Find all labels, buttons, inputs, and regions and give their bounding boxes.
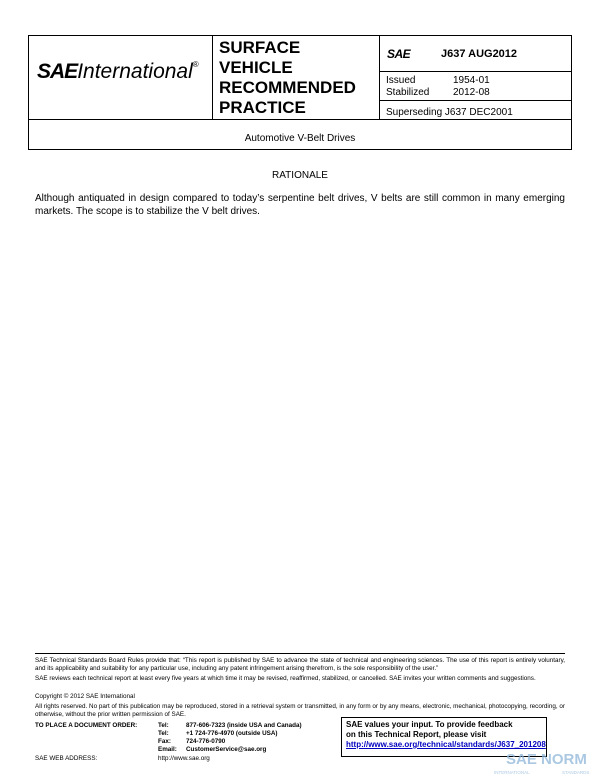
feedback-text: on this Technical Report, please visit <box>346 730 487 739</box>
footer-rights: All rights reserved. No part of this publication may be reproduced, stored in a retrieval system or transmitted, in any form or by any means, electronic, mechanical, photocopying, recording, or otherwise, without the prior written permission of SAE. <box>35 703 565 718</box>
footer-copyright: Copyright © 2012 SAE International <box>35 693 135 700</box>
sae-norm-watermark <box>492 744 600 776</box>
sae-international-logo <box>37 60 212 82</box>
sae-small-logo: SAE <box>387 47 411 61</box>
watermark-main-text: SAE NORM <box>506 751 587 768</box>
contact-value: +1 724-776-4970 (outside USA) <box>186 730 278 737</box>
doc-type-line: RECOMMENDED <box>219 78 356 97</box>
order-label: TO PLACE A DOCUMENT ORDER: <box>35 722 138 729</box>
rationale-heading: RATIONALE <box>272 170 328 181</box>
document-title: Automotive V-Belt Drives <box>244 133 356 144</box>
web-address-label: SAE WEB ADDRESS: <box>35 755 98 762</box>
logo-sae-text: SAE <box>37 60 78 83</box>
footer-review-note: SAE reviews each technical report at least every five years at which time it may be revised, reaffirmed, stabilized, or cancelled. SAE invites your written comments and suggestions. <box>35 675 536 682</box>
header-divider <box>379 100 572 101</box>
issued-label: Issued <box>386 75 416 86</box>
stabilized-label: Stabilized <box>386 87 430 98</box>
logo-international-text: International <box>77 60 193 83</box>
web-address-link[interactable]: http://www.sae.org <box>158 755 210 762</box>
footer-board-rules: SAE Technical Standards Board Rules provide that: “This report is published by SAE to advance the state of technical and engineering sciences. The use of this report is entirely voluntary, and its applicability and suitability for any particular use, including any patent infringement arising therefrom, is the sole responsibility of the user.” <box>35 657 565 672</box>
contact-label: Tel: <box>158 722 169 729</box>
logo-registered-mark: ® <box>192 60 199 69</box>
contact-value: 877-606-7323 (inside USA and Canada) <box>186 722 302 729</box>
doc-type-line: VEHICLE <box>219 58 293 77</box>
issued-value: 1954-01 <box>453 75 490 86</box>
feedback-link[interactable]: http://www.sae.org/technical/standards/J637_201208 <box>346 740 546 749</box>
contact-email[interactable]: CustomerService@sae.org <box>186 746 267 753</box>
superseding-note: Superseding J637 DEC2001 <box>386 107 513 118</box>
document-type <box>219 38 379 118</box>
contact-label: Email: <box>158 746 177 753</box>
header-divider <box>29 119 571 120</box>
doc-type-line: SURFACE <box>219 38 301 57</box>
rationale-body: Although antiquated in design compared to today’s serpentine belt drives, V belts are still common in many emerging markets. The scope is to stabilize the V belt drives. <box>35 193 565 217</box>
header-divider <box>379 36 380 119</box>
feedback-text: SAE values your input. To provide feedback <box>346 720 513 729</box>
header-divider <box>379 71 572 72</box>
document-number: J637 AUG2012 <box>441 48 518 60</box>
watermark-sub-left: INTERNATIONAL <box>494 770 530 775</box>
header-divider <box>212 36 213 119</box>
contact-value: 724-776-0790 <box>186 738 226 745</box>
contact-label: Tel: <box>158 730 169 737</box>
watermark-sub-right: STANDARDS <box>562 770 590 775</box>
doc-type-line: PRACTICE <box>219 98 306 117</box>
contact-label: Fax: <box>158 738 171 745</box>
footer-rule <box>35 653 565 654</box>
stabilized-value: 2012-08 <box>453 87 490 98</box>
